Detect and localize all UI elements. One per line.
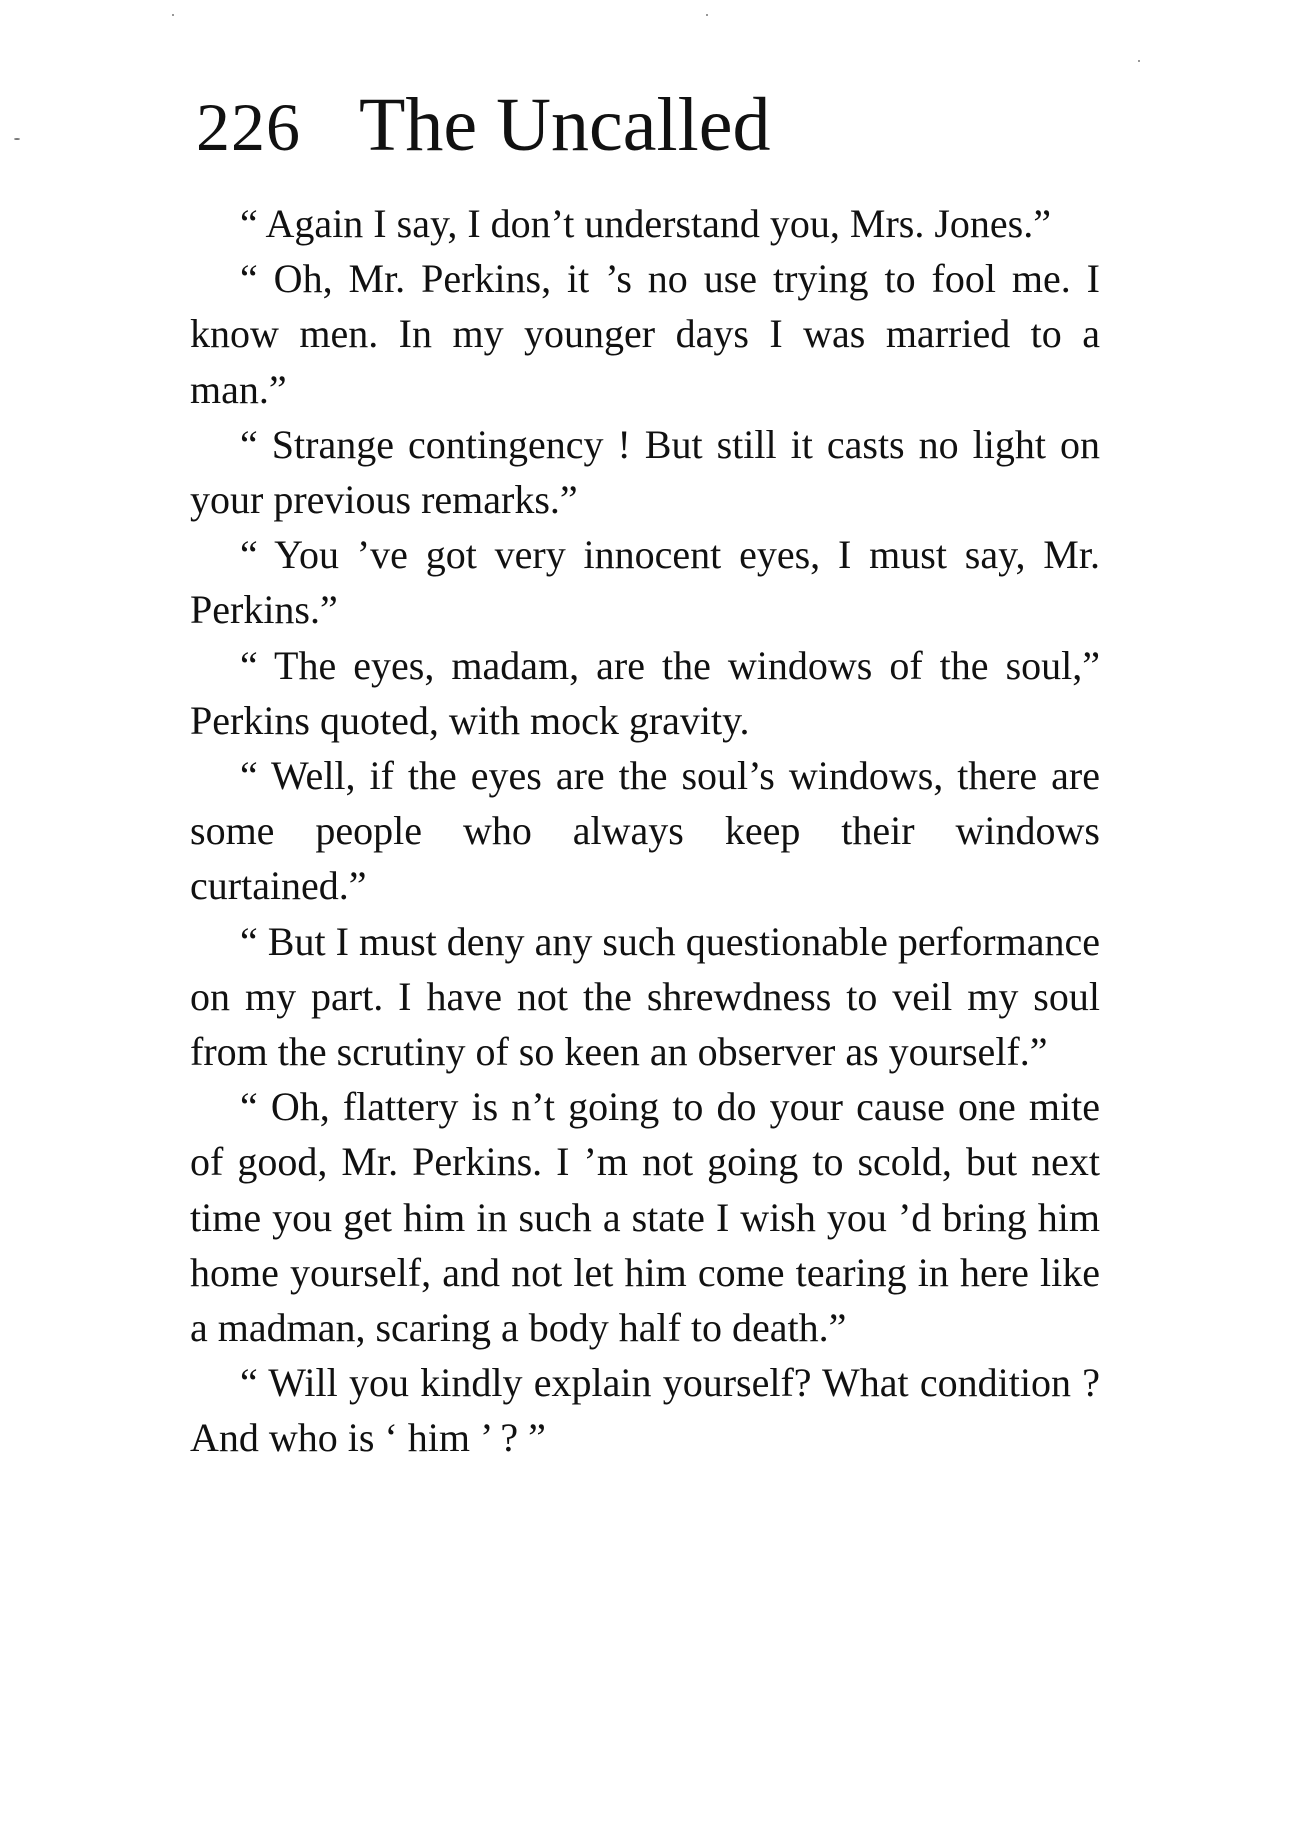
paragraph: “ But I must deny any such questionable performance on my part. I have not the shrewdness to veil my soul from the scrutiny of so keen an observer as yourself.” <box>190 918 1100 1075</box>
paragraph: “ You ’ve got very innocent eyes, I must say, Mr. Perkins.” <box>190 532 1100 633</box>
scan-speck <box>706 14 708 16</box>
paragraph: “ Strange contingency ! But still it casts no light on your previous remarks.” <box>190 421 1100 523</box>
page-number: 226 <box>196 89 301 165</box>
paragraph: “ Well, if the eyes are the soul’s windows, there are some people who always keep their windows curtained.” <box>190 753 1100 909</box>
scan-speck <box>172 14 174 16</box>
page-header <box>196 82 956 172</box>
scan-speck <box>1138 60 1140 62</box>
scan-speck <box>14 138 20 140</box>
paragraph: “ Will you kindly explain yourself? What condition ? And who is ‘ him ’ ? ” <box>190 1360 1100 1461</box>
paragraph: “ Oh, flattery is n’t going to do your cause one mite of good, Mr. Perkins. I ’m not going to scold, but next time you get him in such a state I wish you ’d bring him home yourself, and not let him come tearing in here like a madman, scaring a body half to death.” <box>190 1084 1100 1351</box>
paragraph: “ The eyes, madam, are the windows of the soul,” Perkins quoted, with mock gravity. <box>190 642 1100 743</box>
body-text <box>190 196 1100 1466</box>
paragraph: “ Again I say, I don’t understand you, Mrs. Jones.” <box>240 201 1051 246</box>
running-title: The Uncalled <box>359 83 771 167</box>
paragraph: “ Oh, Mr. Perkins, it ’s no use trying to fool me. I know men. In my younger days I was married to a man.” <box>190 256 1100 412</box>
